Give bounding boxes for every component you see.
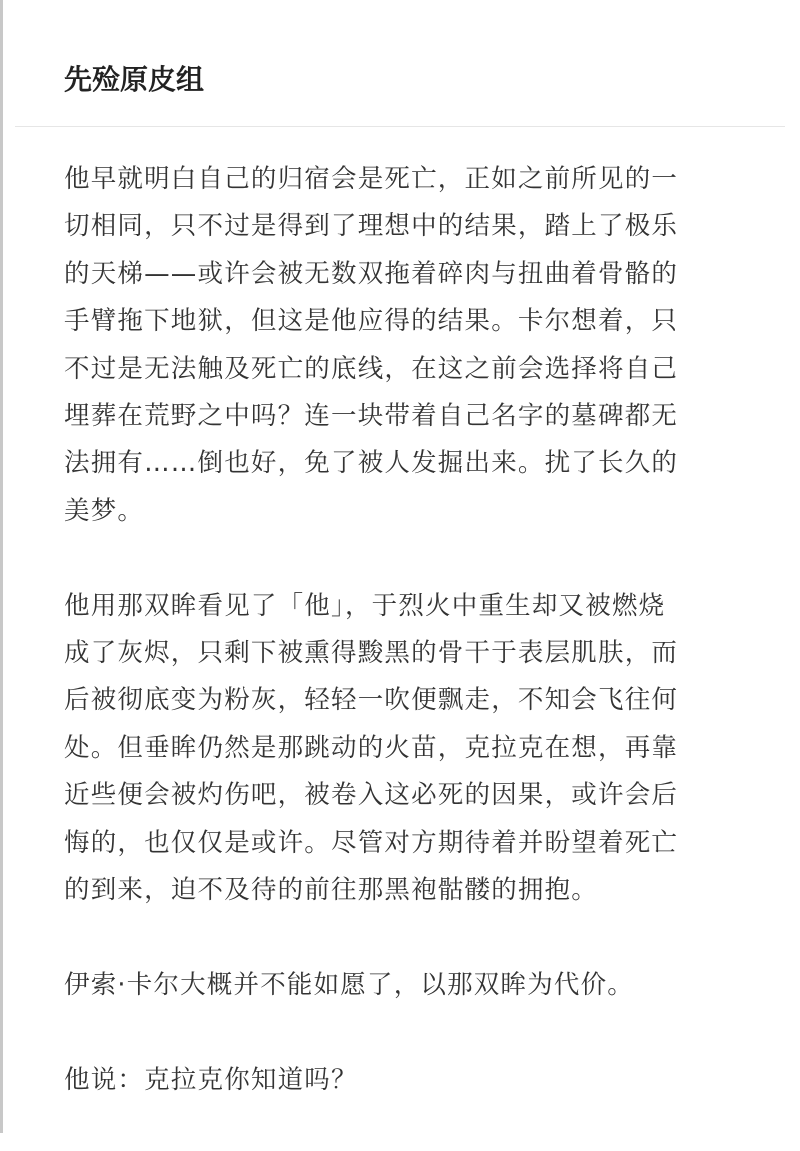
title-divider [15, 126, 785, 127]
text-line: 的到来，迫不及待的前往那黑袍骷髅的拥抱。 [64, 875, 599, 906]
paragraph [64, 583, 744, 915]
paragraph [64, 156, 744, 535]
text-line: 不过是无法触及死亡的底线，在这之前会选择将自己 [64, 353, 679, 384]
text-line: 悔的，也仅仅是或许。尽管对方期待着并盼望着死亡 [64, 827, 679, 858]
text-line: 伊索·卡尔大概并不能如愿了，以那双眸为代价。 [64, 969, 635, 1000]
text-line: 近些便会被灼伤吧，被卷入这必死的因果，或许会后 [64, 780, 679, 811]
left-border [0, 0, 3, 1133]
text-line: 他说：克拉克你知道吗？ [64, 1064, 358, 1095]
text-line: 他早就明白自己的归宿会是死亡，正如之前所见的一 [64, 164, 679, 194]
text-line: 的天梯——或许会被无数双拖着碎肉与扭曲着骨骼的 [64, 258, 679, 289]
text-line: 他用那双眸看见了「他」，于烈火中重生却又被燃烧 [64, 590, 666, 621]
text-line: 埋葬在荒野之中吗？连一块带着自己名字的墓碑都无 [64, 401, 679, 432]
text-line: 处。但垂眸仍然是那跳动的火苗，克拉克在想，再靠 [64, 732, 679, 763]
text-line: 法拥有……倒也好，免了被人发掘出来。扰了长久的 [64, 448, 679, 479]
article-body [64, 156, 744, 1151]
text-line: 切相同，只不过是得到了理想中的结果，踏上了极乐 [64, 211, 679, 242]
text-line: 后被彻底变为粉灰，轻轻一吹便飘走，不知会飞往何 [64, 685, 679, 716]
text-line: 美梦。 [64, 495, 145, 526]
text-line: 手臂拖下地狱，但这是他应得的结果。卡尔想着，只 [64, 306, 679, 337]
paragraph [64, 962, 744, 1009]
article-title: 先殓原皮组 [64, 63, 205, 96]
text-line: 成了灰烬，只剩下被熏得黢黑的骨干于表层肌肤，而 [64, 638, 679, 669]
paragraph [64, 1057, 744, 1104]
